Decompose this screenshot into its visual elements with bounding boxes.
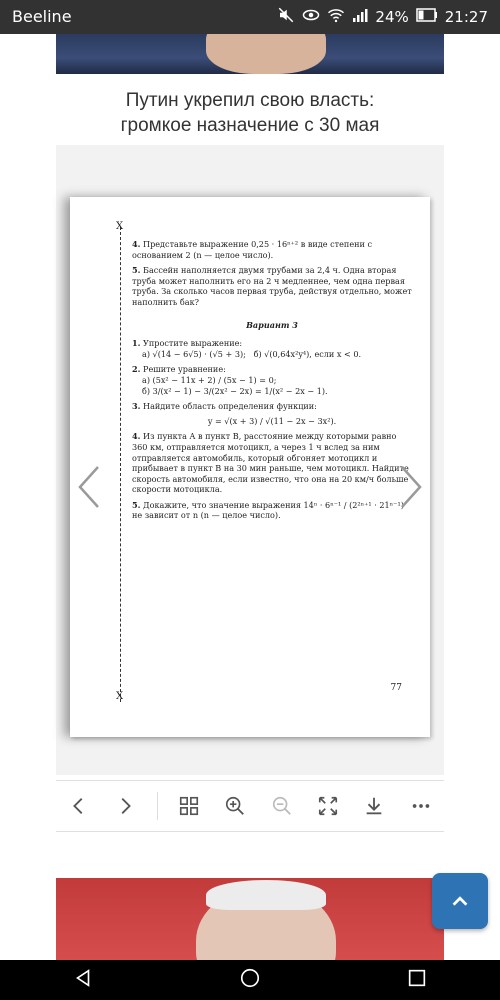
- document-page[interactable]: [70, 197, 430, 737]
- more-dots-icon: [410, 795, 432, 817]
- clock: 21:27: [444, 8, 488, 26]
- chevron-right-icon: [398, 465, 424, 509]
- chevron-right-icon: [114, 795, 136, 817]
- signal-icon: [352, 7, 368, 27]
- carrier-name: Beeline: [12, 7, 72, 26]
- fullscreen-icon: [317, 795, 339, 817]
- cut-mark-top: X: [116, 221, 124, 232]
- article-headline[interactable]: [40, 88, 460, 138]
- back-button[interactable]: [72, 967, 94, 994]
- download-button[interactable]: [359, 791, 389, 821]
- article-image-bottom[interactable]: [56, 878, 444, 960]
- recents-button[interactable]: [406, 967, 428, 994]
- previous-page-arrow[interactable]: [76, 465, 102, 509]
- next-page-button[interactable]: [110, 791, 140, 821]
- exercise-1: 1. Упростите выражение: а) √(14 − 6√5) · (√5 + 3); б) √(0,64x²y⁴), если x < 0.: [132, 338, 362, 359]
- zoom-out-button[interactable]: [267, 791, 297, 821]
- download-icon: [363, 795, 385, 817]
- zoom-in-button[interactable]: [220, 791, 250, 821]
- zoom-in-icon: [224, 795, 246, 817]
- cut-line: [120, 227, 121, 702]
- exercise-5: 5. Докажите, что значение выражения 14ⁿ · 6ⁿ⁻¹ / (2²ⁿ⁺¹ · 21ⁿ⁻¹) не зависит от n (n — целое число).: [132, 499, 404, 521]
- grid-view-button[interactable]: [174, 791, 204, 821]
- battery-icon: [416, 8, 438, 26]
- recents-square-icon: [406, 967, 428, 989]
- toolbar-divider: [157, 792, 158, 820]
- wifi-icon: [327, 6, 345, 28]
- zoom-out-icon: [271, 795, 293, 817]
- home-button[interactable]: [239, 967, 261, 994]
- hair-image-fragment: [206, 880, 326, 910]
- status-icons: [277, 6, 488, 28]
- back-triangle-icon: [72, 967, 94, 989]
- exercise-5-top: 5. Бассейн наполняется двумя трубами за 2,4 ч. Одна вторая труба может наполнить его на 2 ч медленнее, чем одна первая труба. За сколько часов первая труба, действуя отдельно, может наполнить бак?: [132, 265, 412, 307]
- exercise-4: 4. Из пункта A в пункт B, расстояние между которыми равно 360 км, отправляется мотоцикл, а через 1 ч вслед за ним отправляется автомобиль, который обгоняет мотоцикл и прибывает в пункт B на 30 мин раньше, чем мотоцикл. Найдите скорость автомобиля, если известно, что она на 20 км/ч больше скорости мотоцикла.: [132, 431, 409, 495]
- exercise-4-top: 4. Представьте выражение 0,25 · 16ⁿ⁺² в виде степени с основанием 2 (n — целое число).: [132, 239, 373, 260]
- headline-line-1: Путин укрепил свою власть:: [125, 90, 375, 111]
- battery-percent: 24%: [375, 8, 409, 26]
- fullscreen-button[interactable]: [313, 791, 343, 821]
- prev-page-button[interactable]: [64, 791, 94, 821]
- mute-icon: [277, 6, 295, 28]
- exercise-3: 3. Найдите область определения функции: y = √(x + 3) / √(11 − 2x − 3x²).: [132, 401, 337, 426]
- headline-line-2: громкое назначение с 30 мая: [120, 115, 380, 136]
- exercise-2: 2. Решите уравнение: а) (5x² − 11x + 2) / (5x − 1) = 0; б) 3/(x² − 1) − 3/(2x² − 2x) = 1/(x² − 2x − 1).: [132, 364, 328, 396]
- page-number: 77: [390, 683, 402, 693]
- scroll-to-top-button[interactable]: [432, 873, 488, 929]
- chevron-left-icon: [68, 795, 90, 817]
- eye-icon: [302, 6, 320, 28]
- next-page-arrow[interactable]: [398, 465, 424, 509]
- hand-image-fragment: [206, 34, 326, 74]
- chevron-left-icon: [76, 465, 102, 509]
- article-image-top[interactable]: [56, 34, 444, 74]
- system-nav-bar: [0, 960, 500, 1000]
- chevron-up-icon: [449, 890, 471, 912]
- more-button[interactable]: [406, 791, 436, 821]
- home-circle-icon: [239, 967, 261, 989]
- cut-mark-bottom: X: [116, 691, 124, 702]
- grid-icon: [178, 795, 200, 817]
- page-content: [132, 239, 412, 526]
- viewer-toolbar: [56, 780, 444, 832]
- variant-title: Вариант 3: [246, 319, 298, 330]
- status-bar: [0, 0, 500, 34]
